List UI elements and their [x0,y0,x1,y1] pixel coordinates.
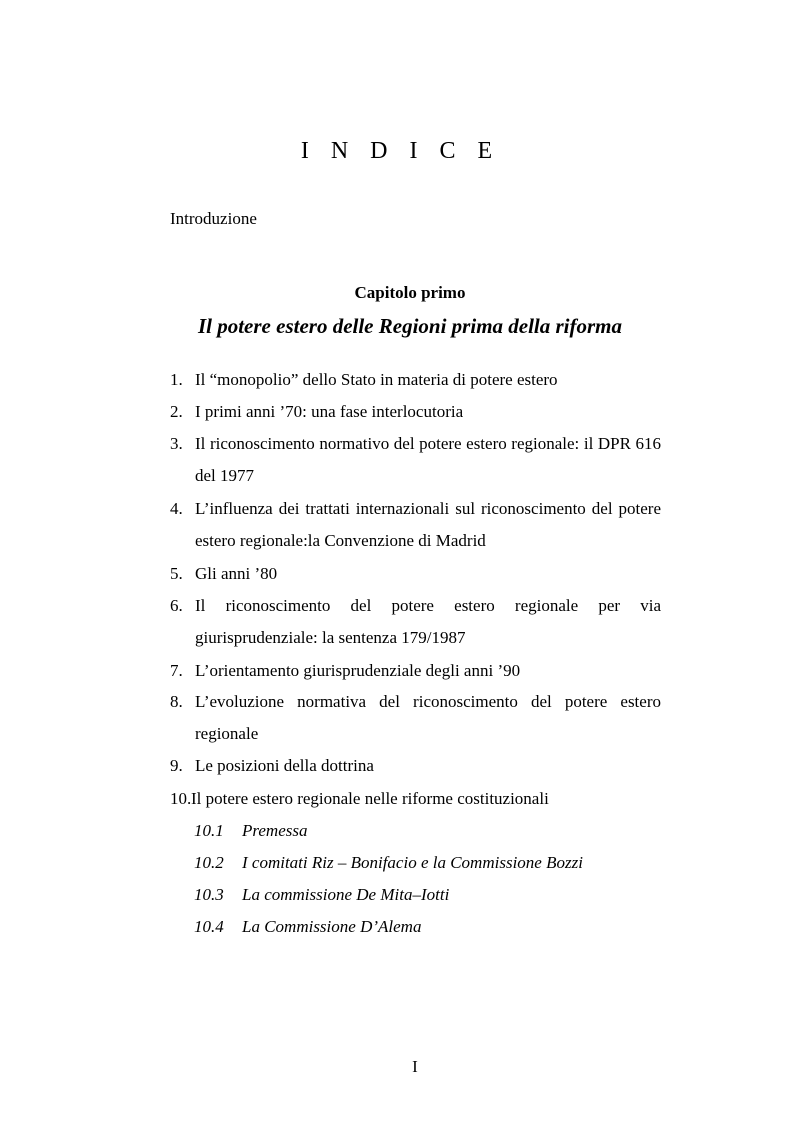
toc-item-text: Il “monopolio” dello Stato in materia di potere estero [195,370,558,389]
toc-subitem [194,879,449,911]
toc-introduction: Introduzione [170,209,257,228]
toc-item-text: Gli anni ’80 [195,564,278,583]
toc-item [170,783,661,815]
toc-subitem-text: I comitati Riz – Bonifacio e la Commissione Bozzi [242,853,583,872]
toc-item-text: L’influenza dei trattati internazionali sul riconoscimento del potere estero regionale:la Convenzione di Madrid [195,499,661,550]
toc-item [170,686,661,750]
toc-item-text: L’orientamento giurisprudenziale degli anni ’90 [195,661,521,680]
toc-item [170,364,661,396]
page-title: I N D I C E [300,138,501,164]
toc-item-text: Il riconoscimento del potere estero regionale per via giurisprudenziale: la sentenza 179/1987 [195,596,661,647]
chapter-title: Il potere estero delle Regioni prima della riforma [197,314,623,338]
toc-subitem-number: 10.1 [194,821,224,840]
toc-subitem-number: 10.2 [194,853,224,872]
page-number: I [412,1057,418,1076]
toc-item [170,558,661,590]
toc-item [170,396,661,428]
toc-item-number: 4. [170,499,183,518]
toc-item-text: Il riconoscimento normativo del potere estero regionale: il DPR 616 del 1977 [195,434,661,485]
toc-item-text: Le posizioni della dottrina [195,756,374,775]
toc-subitem-number: 10.4 [194,917,224,936]
toc-item-number: 3. [170,434,183,453]
toc-item-number: 8. [170,692,183,711]
toc-item [170,590,661,654]
toc-item [170,655,661,687]
toc-item-number: 10. [170,789,192,808]
toc-subitem-text: La Commissione D’Alema [242,917,422,936]
toc-item-text: L’evoluzione normativa del riconoscimento del potere estero regionale [195,692,661,743]
toc-item-text: I primi anni ’70: una fase interlocutoria [195,402,464,421]
chapter-label: Capitolo primo [354,283,466,302]
toc-item-number: 6. [170,596,183,615]
toc-item-text: Il potere estero regionale nelle riforme costituzionali [191,789,549,808]
toc-subitem-text: La commissione De Mita–Iotti [242,885,450,904]
toc-item [170,428,661,492]
toc-subitem [194,847,583,879]
toc-subitem-text: Premessa [242,821,308,840]
toc-item [170,750,661,782]
toc-item-number: 1. [170,370,183,389]
toc-subitem [194,911,421,943]
toc-subitem-number: 10.3 [194,885,224,904]
toc-item-number: 2. [170,402,183,421]
toc-item [170,493,661,557]
toc-item-number: 9. [170,756,183,775]
toc-item-number: 5. [170,564,183,583]
toc-subitem [194,815,307,847]
toc-item-number: 7. [170,661,183,680]
